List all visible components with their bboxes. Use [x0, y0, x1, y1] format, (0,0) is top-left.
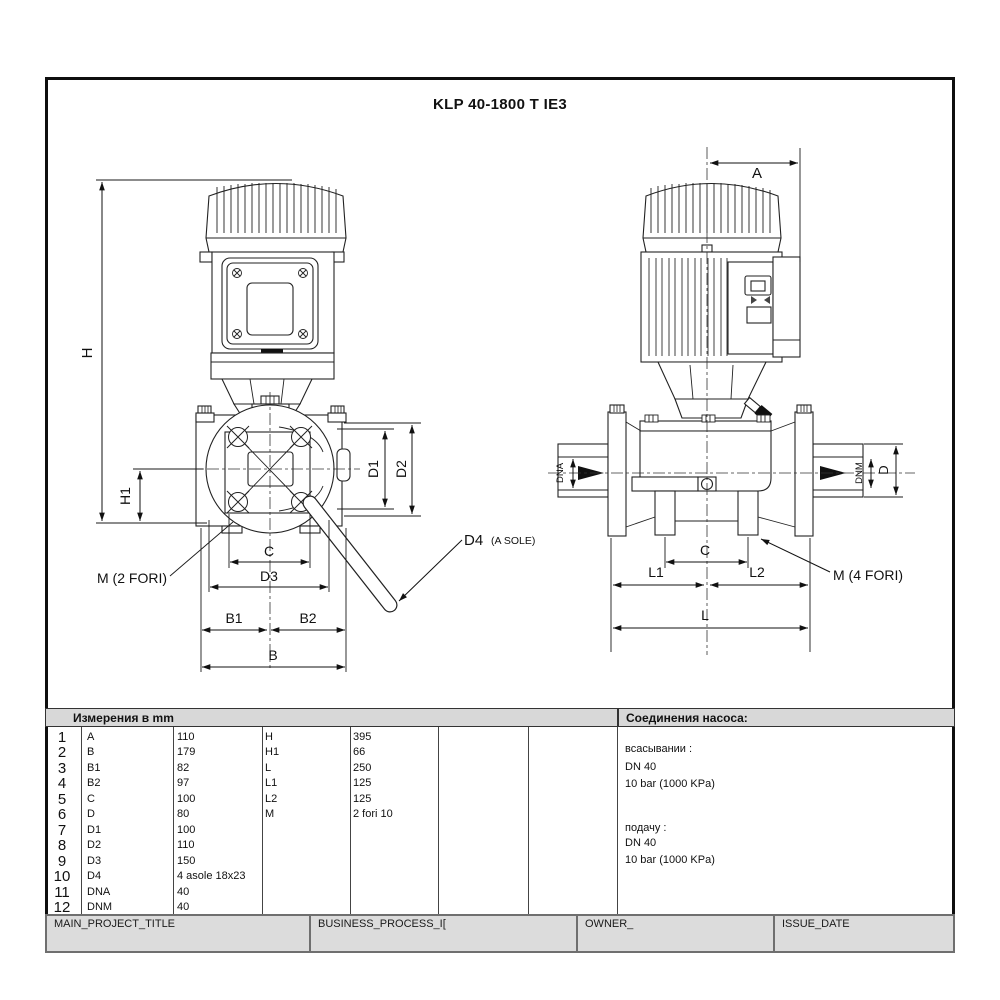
title-block-process: BUSINESS_PROCESS_I[ — [309, 914, 578, 953]
dim-d1: D1 — [365, 460, 381, 478]
title-block-issue-date: ISSUE_DATE — [773, 914, 955, 953]
dim-l1: L1 — [648, 564, 664, 580]
table-row: 5 C 100 L2 125 — [57, 791, 372, 808]
dimensions-table — [45, 708, 618, 914]
title-block-owner: OWNER_ — [576, 914, 775, 953]
side-view — [558, 183, 863, 536]
suction-pressure: 10 bar (1000 KPa) — [625, 778, 715, 790]
delivery-label: подачу : — [625, 822, 667, 834]
dim-dnm: DNM — [854, 462, 865, 484]
pump-connections-panel — [618, 708, 955, 914]
dim-h1: H1 — [117, 487, 133, 505]
dim-b1: B1 — [225, 610, 243, 626]
dim-l: L — [701, 607, 709, 623]
dim-d4-note: (A SOLE) — [491, 535, 536, 547]
title-block — [45, 914, 955, 953]
delivery-pressure: 10 bar (1000 KPa) — [625, 854, 715, 866]
connections-header: Соединения насоса: — [618, 708, 955, 727]
table-row: 3 B1 82 L 250 — [57, 760, 372, 777]
table-row: 8 D2 110 — [57, 837, 195, 854]
dim-h: H — [79, 347, 96, 359]
delivery-dn: DN 40 — [625, 837, 657, 849]
dim-d4: D4 — [464, 532, 484, 549]
dim-l2: L2 — [749, 564, 765, 580]
table-row: 11 DNA 40 — [54, 884, 190, 901]
dim-c-front: C — [263, 543, 275, 559]
dim-d3: D3 — [260, 568, 278, 584]
table-row: 9 D3 150 — [57, 853, 196, 870]
page-title: KLP 40-1800 T IE3 — [432, 96, 568, 113]
suction-label: всасывании : — [625, 743, 693, 755]
dim-b: B — [268, 647, 278, 663]
title-block-project: MAIN_PROJECT_TITLE — [45, 914, 311, 953]
dim-dna: DNA — [555, 462, 566, 484]
table-row: 2 B 179 H1 66 — [57, 744, 366, 761]
dim-d2: D2 — [393, 460, 409, 478]
pump-technical-drawing — [45, 115, 955, 708]
table-row: 6 D 80 M 2 fori 10 — [57, 806, 393, 823]
d4-slot — [310, 503, 390, 605]
dim-m-2fori: M (2 FORI) — [97, 570, 167, 586]
front-view — [196, 183, 390, 605]
suction-dn: DN 40 — [625, 761, 657, 773]
dim-m-4fori: M (4 FORI) — [833, 567, 903, 583]
table-row: 7 D1 100 — [57, 822, 196, 839]
dim-b2: B2 — [299, 610, 317, 626]
dim-d: D — [876, 465, 891, 475]
table-row: 10 D4 4 asole 18x23 — [53, 868, 246, 885]
table-row: 1 A 110 H 395 — [57, 729, 372, 746]
table-row: 4 B2 97 L1 125 — [57, 775, 372, 792]
table-row: 12 DNM 40 — [53, 899, 190, 914]
dimensions-table-header: Измерения в mm — [45, 708, 618, 727]
dim-c-side: C — [699, 542, 711, 558]
dim-a: A — [751, 165, 763, 182]
